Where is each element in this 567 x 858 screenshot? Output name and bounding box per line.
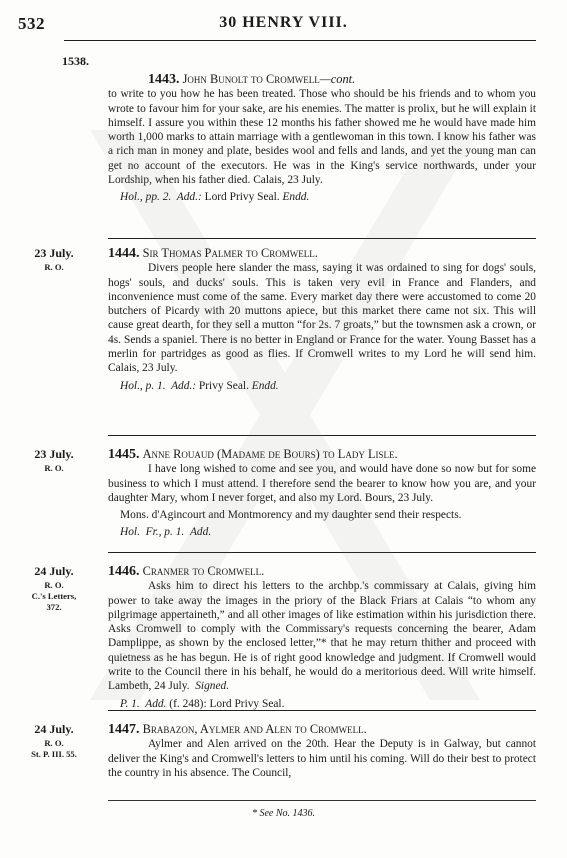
entry-date: 24 July. xyxy=(34,564,74,578)
entry-number: 1443. xyxy=(148,72,180,87)
entry-number: 1444. xyxy=(108,246,140,261)
entry-title-suffix: —cont. xyxy=(319,72,356,86)
entry-text: Asks him to direct his letters to the archbp.'s commissary at Calais, giving him power to take away the images in the priory of the Black Friars at Calais “to whom any pilgrimage appertaineth,” and all other images of like estimation within his jurisdiction there. Asks Cromwell to comply with the Commissary's requests concerning the bearer, Adam Damplippe, as shown by the enclosed letter,”* that he may return thither and proceed with quietness as he has begun. He is of right good knowledge and judgment. If Cromwell would write to the Council there in his behalf, he would do a meritorious deed. Will write himself. Lambeth, 24 July. Signed. xyxy=(108,580,536,693)
entry-1446 xyxy=(108,564,536,711)
entry-text: Divers people here slander the mass, saying it was ordained to sing for dogs' souls, hogs' souls, and ducks' souls. This is taken very evil in France and Flanders, and inconvenience must come of the same. Every market day there were accustomed to come 20 butchers of Picardy with 20 muttons apiece, but this market there came not six. This will cause great dearth, for they sell a mutton “for 2s. 7 groats,” but the townsmen ask a crown, or 4s. Sends a spaniel. There is no better in England or France for the water. Young Basset has a merlin for partridges as good as flies. If Cromwell writes to my Lord he will send him. Calais, 23 July. xyxy=(108,262,536,375)
entry-meta: Hol. Fr., p. 1. Add. xyxy=(120,526,212,539)
entry-title: John Bunolt to Cromwell xyxy=(182,72,320,86)
year-label: 1538. xyxy=(62,54,89,68)
entry-separator xyxy=(108,435,536,436)
running-title: 30 HENRY VIII. xyxy=(219,14,348,31)
entry-separator xyxy=(108,552,536,553)
entry-meta: Hol., p. 1. Add.: Privy Seal. Endd. xyxy=(120,379,279,392)
entry-title: Anne Rouaud (Madame de Bours) to Lady Lisle. xyxy=(142,447,398,461)
entry-meta: P. 1. Add. (f. 248): Lord Privy Seal. xyxy=(120,697,285,710)
header-rule xyxy=(64,40,536,41)
entry-number: 1447. xyxy=(108,722,140,737)
entry-heading xyxy=(108,564,536,579)
footnote: * See No. 1436. xyxy=(251,808,316,819)
entry-1444 xyxy=(108,246,536,393)
entry-ref: R. O. C.'s Letters, 372. xyxy=(31,580,77,612)
footnote-rule xyxy=(108,800,536,801)
entry-text: Aylmer and Alen arrived on the 20th. Hear the Deputy is in Galway, but cannot deliver the King's and Cromwell's letters to him until his coming. Will do their best to protect the country in his absence. The Council, xyxy=(108,738,536,779)
entry-text: to write to you how he has been treated. Those who should be his friends and to whom you wrote to favour him for your sake, are his enemies. The matter is prolix, but he will explain it himself. I assure you within these 12 months his father showed me he would have made him worth 1,000 marks to attain marriage with a gentlewoman in this town. I know his father was a rich man in money and plate, besides wool and fells and lands, and yet the young man can get no account of the executors. He was in the King's service northwards, under your Lordship, when his father died. Calais, 23 July. xyxy=(108,88,536,187)
entry-text: I have long wished to come and see you, and would have done so now but for some business to which I must attend. I therefore send the bearer to know how you are, and your daughter Mary, whom I never forget, and also my Lord. Bours, 23 July. xyxy=(108,463,536,504)
entry-heading xyxy=(108,72,536,87)
entry-1443 xyxy=(108,72,536,205)
entry-1447 xyxy=(108,722,536,780)
entry-heading xyxy=(108,447,536,462)
entry-title: Cranmer to Cromwell. xyxy=(142,564,265,578)
entry-heading xyxy=(108,246,536,261)
entry-ref: R. O. xyxy=(44,463,64,473)
entry-separator xyxy=(108,238,536,239)
entry-date: 24 July. xyxy=(34,722,74,736)
entry-postscript: Mons. d'Agincourt and Montmorency and my daughter send their respects. xyxy=(120,509,462,522)
entry-number: 1446. xyxy=(108,564,140,579)
page-number: 532 xyxy=(18,14,45,33)
entry-separator xyxy=(108,710,536,711)
entry-number: 1445. xyxy=(108,447,140,462)
entry-title: Sir Thomas Palmer to Cromwell. xyxy=(142,246,318,260)
entry-ref: R. O. xyxy=(44,262,64,272)
entry-date: 23 July. xyxy=(34,246,74,260)
entry-heading xyxy=(108,722,536,737)
signed-note: Signed. xyxy=(195,680,230,693)
entry-ref: R. O. St. P. III. 55. xyxy=(31,738,77,759)
entry-title: Brabazon, Aylmer and Alen to Cromwell. xyxy=(142,722,367,736)
entry-date: 23 July. xyxy=(34,447,74,461)
entry-1445 xyxy=(108,447,536,540)
entry-meta: Hol., pp. 2. Add.: Lord Privy Seal. Endd. xyxy=(120,191,310,204)
